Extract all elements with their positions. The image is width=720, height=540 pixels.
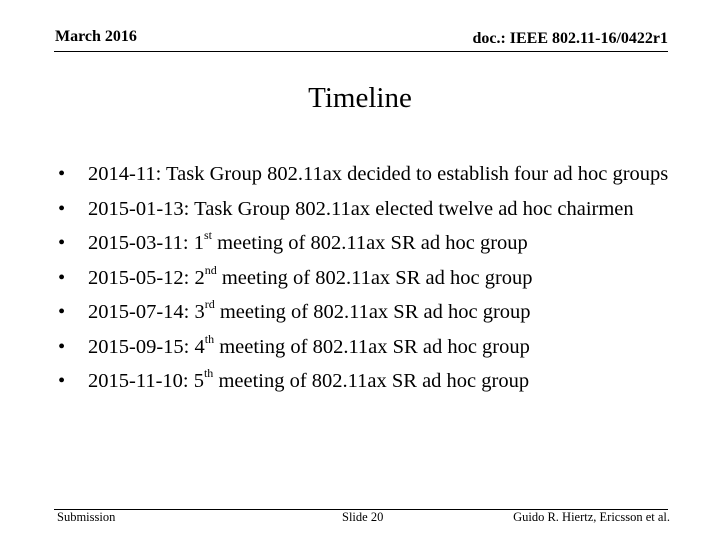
meeting-ordinal: 5 — [193, 370, 204, 392]
bullet-dot-icon: • — [58, 163, 66, 185]
bullet-item — [58, 264, 678, 293]
ordinal-suffix: th — [203, 366, 214, 381]
bullet-text: Task Group 802.11ax elected twelve ad hoc chairmen — [194, 197, 634, 220]
bullet-item — [58, 195, 678, 224]
meeting-ordinal: 2 — [194, 266, 205, 289]
header-doc-id: doc.: IEEE 802.11-16/0422r1 — [472, 30, 668, 47]
slide-title: Timeline — [308, 82, 412, 114]
bullet-date: 2014-11: — [88, 163, 162, 185]
bullet-date: 2015-07-14: — [88, 301, 190, 323]
bullet-dot-icon: • — [58, 301, 66, 323]
bullet-date: 2015-01-13: — [88, 197, 190, 220]
bullet-text: meeting of 802.11ax SR ad hoc group — [221, 266, 533, 289]
ordinal-suffix: st — [203, 228, 212, 243]
header-divider — [54, 51, 668, 52]
bullet-text: meeting of 802.11ax SR ad hoc group — [218, 370, 530, 392]
bullet-text: meeting of 802.11ax SR ad hoc group — [219, 301, 531, 323]
bullet-item — [58, 298, 678, 327]
bullet-dot-icon: • — [58, 370, 66, 392]
header-date: March 2016 — [55, 28, 137, 45]
bullet-text: meeting of 802.11ax SR ad hoc group — [217, 232, 528, 254]
ordinal-suffix: th — [204, 331, 215, 346]
bullet-dot-icon: • — [58, 266, 66, 289]
bullet-date: 2015-05-12: — [88, 266, 190, 289]
bullet-text: meeting of 802.11ax SR ad hoc group — [219, 335, 530, 358]
ordinal-suffix: nd — [204, 262, 217, 277]
bullet-text: Task Group 802.11ax decided to establish four ad hoc groups — [166, 163, 669, 185]
bullet-item — [58, 333, 678, 362]
bullet-dot-icon: • — [58, 335, 66, 358]
footer-submission: Submission — [57, 510, 116, 524]
bullet-item — [58, 229, 678, 258]
bullet-dot-icon: • — [58, 232, 66, 254]
footer-authors: Guido R. Hiertz, Ericsson et al. — [513, 510, 670, 524]
ordinal-suffix: rd — [204, 297, 215, 312]
meeting-ordinal: 4 — [194, 335, 205, 358]
meeting-ordinal: 3 — [194, 301, 205, 323]
bullet-date: 2015-11-10: — [88, 370, 189, 392]
bullet-item — [58, 160, 678, 189]
bullet-item — [58, 367, 678, 396]
bullet-list — [58, 160, 678, 402]
bullet-date: 2015-09-15: — [88, 335, 190, 358]
footer-slide-number: Slide 20 — [342, 510, 384, 524]
bullet-dot-icon: • — [58, 197, 66, 220]
bullet-date: 2015-03-11: — [88, 232, 189, 254]
meeting-ordinal: 1 — [193, 232, 204, 254]
